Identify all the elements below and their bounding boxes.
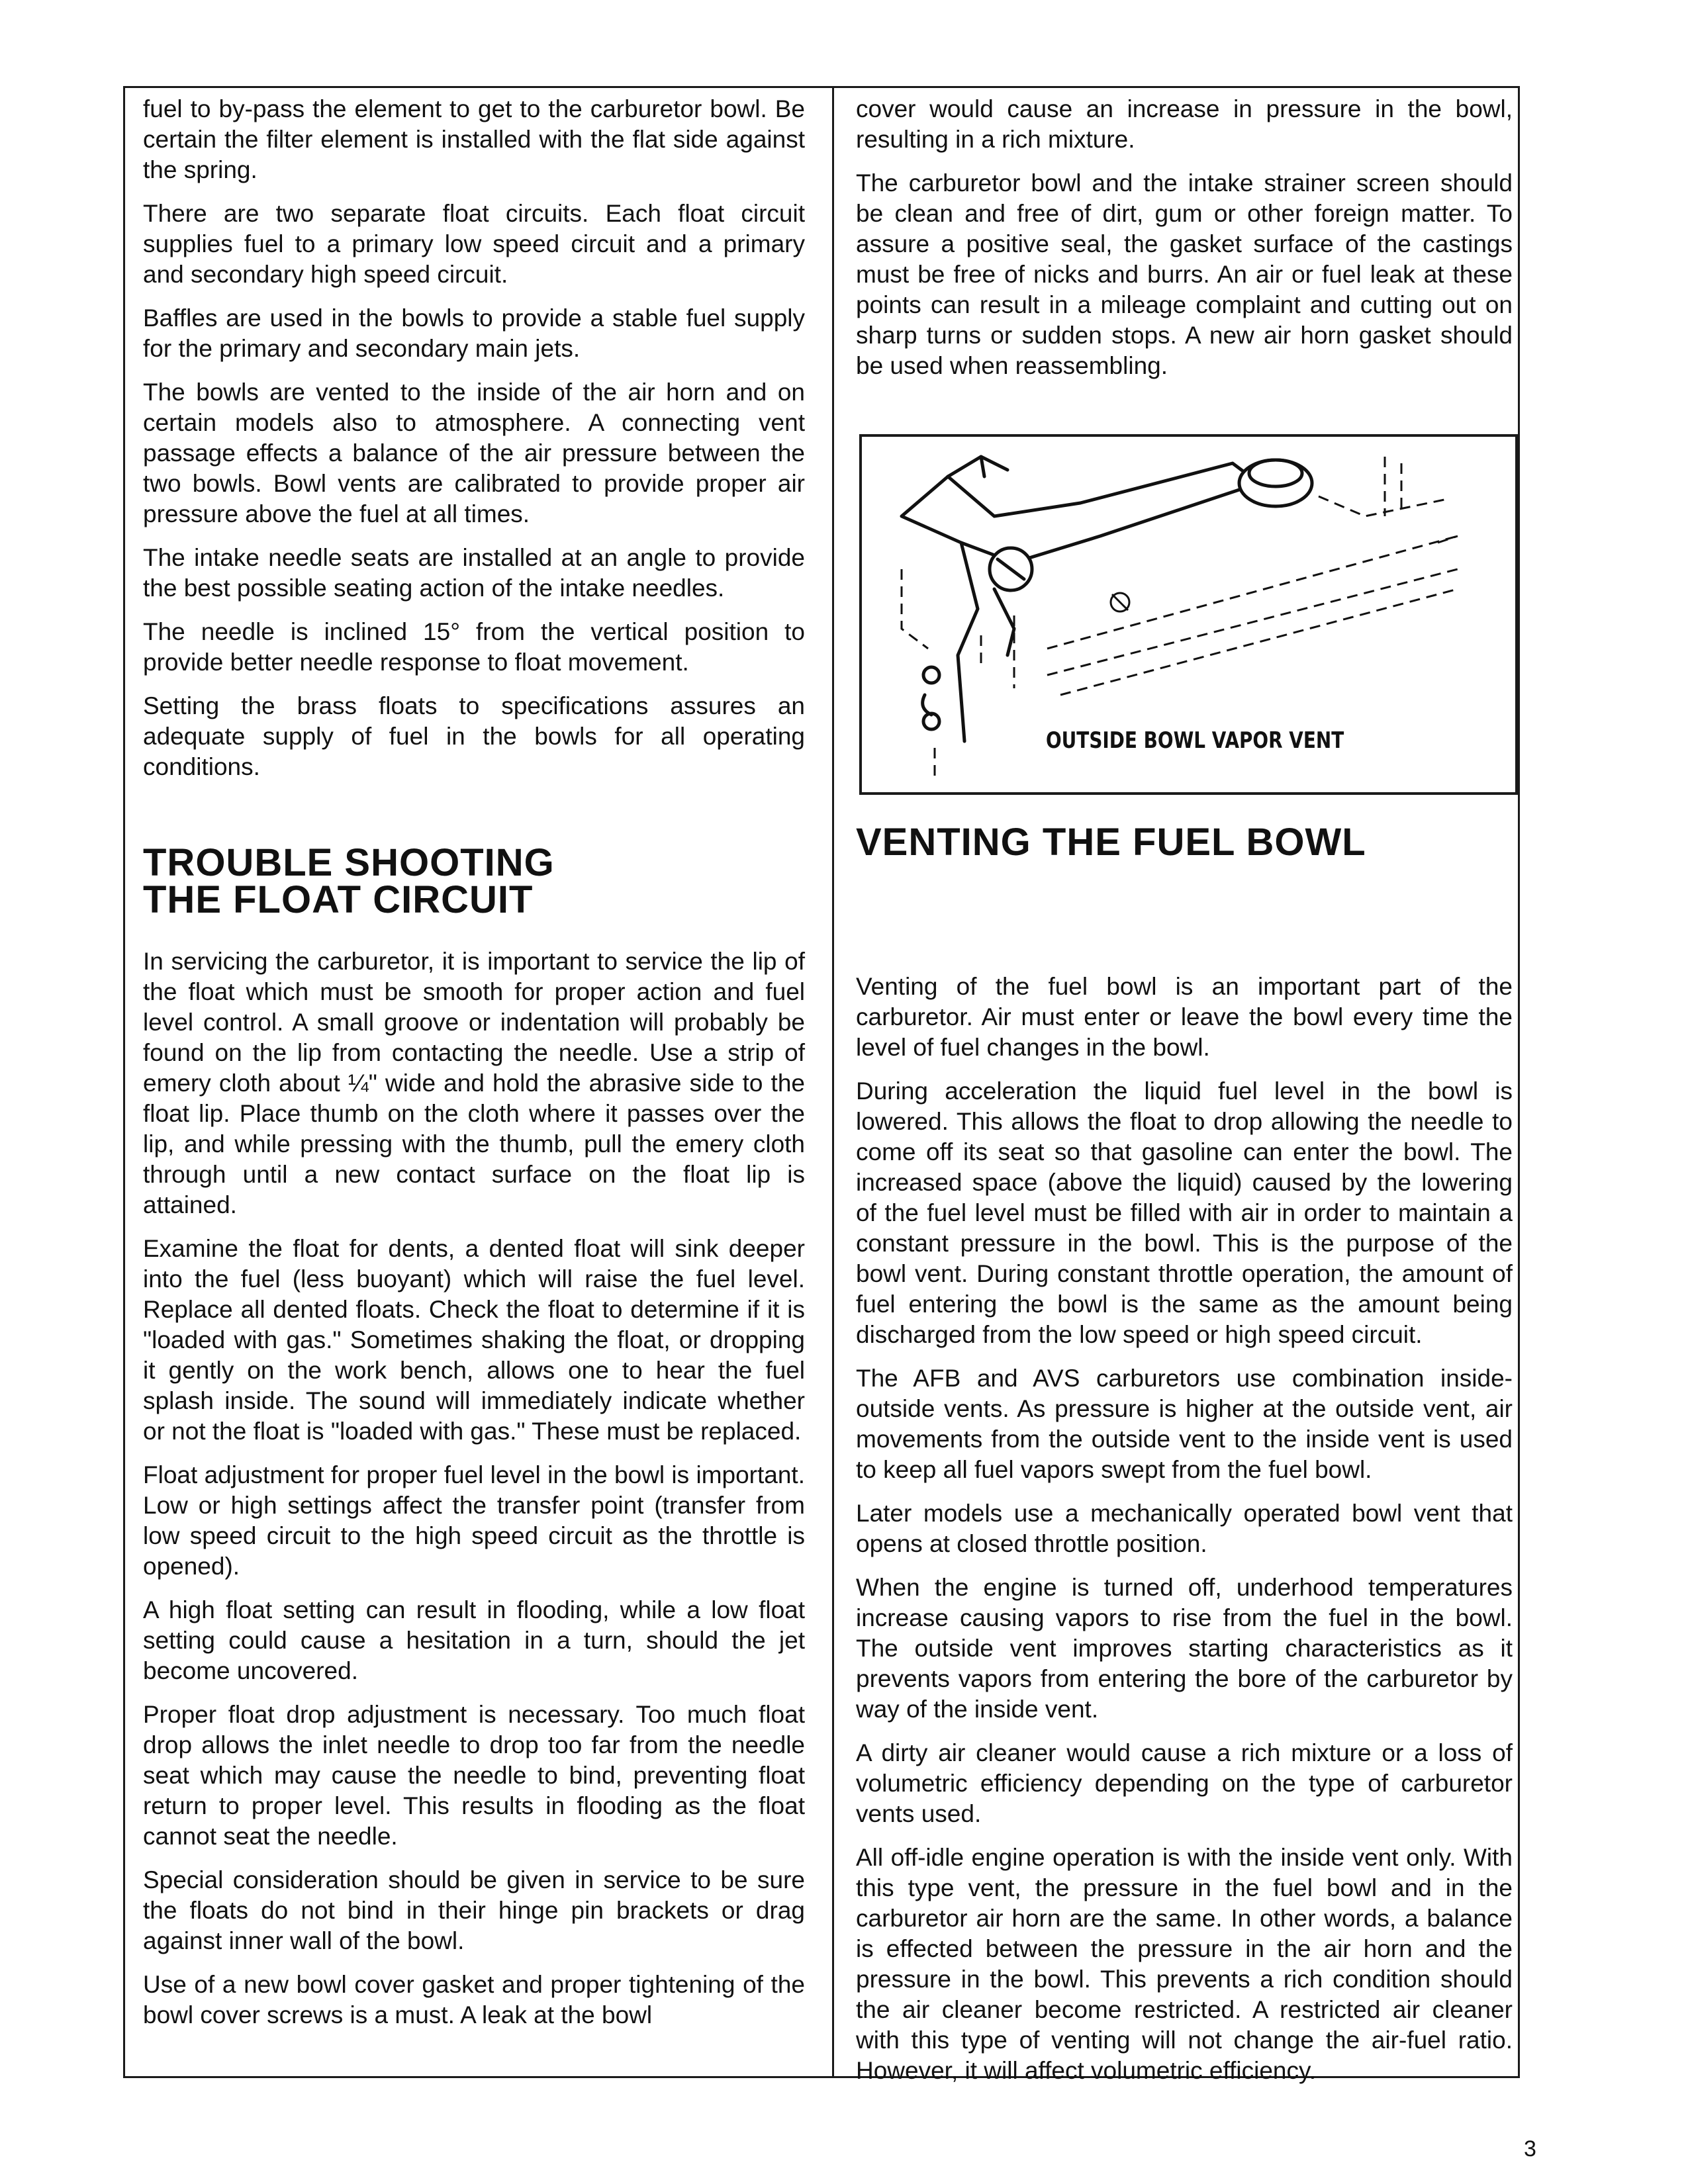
paragraph: The intake needle seats are installed at an angle to provide the best possible seating action of the intake needles. (143, 544, 805, 602)
section-heading-trouble-shooting (143, 841, 805, 921)
paragraph: Setting the brass floats to specifications assures an adequate supply of fuel in the bowls for all operating conditions. (143, 692, 805, 780)
paragraph: Examine the float for dents, a dented float will sink deeper into the fuel (less buoyant) which will raise the fuel level. Replace all dented floats. Check the float to determine if it is "loaded with gas." Sometimes shaking the float, or dropping it gently on the work bench, allows one to hear the fuel splash inside. The sound will immediately indicate whether or not the float is "loaded with gas." These must be replaced. (143, 1235, 805, 1445)
right-top-text (856, 94, 1513, 381)
paragraph: During acceleration the liquid fuel level in the bowl is lowered. This allows the float to drop allowing the needle to come off its seat so that gasoline can enter the bowl. The increased space (above the liquid) caused by the lowering of the fuel level must be filled with air in order to maintain a constant pressure in the bowl. This is the purpose of the bowl vent. During constant throttle operation, the amount of fuel entering the bowl is the same as the amount being discharged from the low speed or high speed circuit. (856, 1077, 1513, 1348)
bowl-vent-figure (859, 434, 1518, 795)
paragraph: Float adjustment for proper fuel level in the bowl is important. Low or high settings affect the transfer point (transfer from low speed circuit to the high speed circuit as the throttle is opened). (143, 1461, 805, 1580)
paragraph: Proper float drop adjustment is necessary. Too much float drop allows the inlet needle to drop too far from the needle seat which may cause the needle to bind, preventing float return to proper level. This results in flooding as the float cannot seat the needle. (143, 1701, 805, 1850)
paragraph: Use of a new bowl cover gasket and proper tightening of the bowl cover screws is a must. A leak at the bowl (143, 1971, 805, 2028)
paragraph: When the engine is turned off, underhood temperatures increase causing vapors to rise from the fuel in the bowl. The outside vent improves starting characteristics as it prevents vapors from entering the bore of the carburetor by way of the inside vent. (856, 1574, 1513, 1723)
paragraph: Special consideration should be given in service to be sure the floats do not bind in their hinge pin brackets or drag against inner wall of the bowl. (143, 1866, 805, 1954)
paragraph: Venting of the fuel bowl is an important part of the carburetor. Air must enter or leave the bowl every time the level of fuel changes in the bowl. (856, 973, 1513, 1061)
left-top-text (143, 94, 805, 782)
paragraph: In servicing the carburetor, it is important to service the lip of the float which must be smooth for proper action and fuel level control. A small groove or indentation will probably be found on the lip from contacting the needle. Use a strip of emery cloth about ¼" wide and hold the abrasive side to the float lip. Place thumb on the cloth where it passes over the lip, and while pressing with the thumb, pull the emery cloth through until a new contact surface on the float lip is attained. (143, 948, 805, 1218)
paragraph: The carburetor bowl and the intake strainer screen should be clean and free of dirt, gum or other foreign matter. To assure a positive seal, the gasket surface of the castings must be free of nicks and burrs. An air or fuel leak at these points can result in a mileage complaint and cutting out on sharp turns or sudden stops. A new air horn gasket should be used when reassembling. (856, 169, 1513, 379)
figure-caption: OUTSIDE BOWL VAPOR VENT (1046, 727, 1344, 754)
page-number: 3 (1524, 2136, 1536, 2161)
left-column (143, 94, 805, 2028)
paragraph: Baffles are used in the bowls to provide a stable fuel supply for the primary and secondary main jets. (143, 304, 805, 362)
left-lower-text (143, 946, 805, 2044)
paragraph: The AFB and AVS carburetors use combination inside-outside vents. As pressure is higher at the outside vent, air movements from the outside vent to the inside vent is used to keep all fuel vapors swept from the fuel bowl. (856, 1365, 1513, 1483)
right-lower-text (856, 972, 1513, 2099)
paragraph: Later models use a mechanically operated bowl vent that opens at closed throttle position. (856, 1500, 1513, 1557)
paragraph: A high float setting can result in flooding, while a low float setting could cause a hesitation in a turn, should the jet become uncovered. (143, 1596, 805, 1684)
paragraph: fuel to by-pass the element to get to the carburetor bowl. Be certain the filter element is installed with the flat side against the spring. (143, 95, 805, 183)
heading-line: THE FLOAT CIRCUIT (143, 878, 534, 921)
paragraph: The bowls are vented to the inside of the air horn and on certain models also to atmosphere. A connecting vent passage effects a balance of the air pressure between the two bowls. Bowl vents are calibrated to provide proper air pressure above the fuel at all times. (143, 379, 805, 527)
section-heading-venting: VENTING THE FUEL BOWL (856, 821, 1366, 864)
carburetor-vent-illustration (862, 437, 1515, 792)
paragraph: All off-idle engine operation is with the inside vent only. With this type vent, the pressure in the fuel bowl and in the carburetor air horn are the same. In other words, a balance is effected between the pressure in the air horn and the pressure in the bowl. This prevents a rich condition should the air cleaner become restricted. A restricted air cleaner with this type of venting will not change the air-fuel ratio. However, it will affect volumetric efficiency. (856, 1844, 1513, 2084)
paragraph: A dirty air cleaner would cause a rich mixture or a loss of volumetric efficiency depending on the type of carburetor vents used. (856, 1739, 1513, 1827)
paragraph: The needle is inclined 15° from the vertical position to provide better needle response to float movement. (143, 618, 805, 676)
paragraph: There are two separate float circuits. Each float circuit supplies fuel to a primary low speed circuit and a primary and secondary high speed circuit. (143, 200, 805, 288)
heading-line: TROUBLE SHOOTING (143, 841, 555, 884)
paragraph: cover would cause an increase in pressure in the bowl, resulting in a rich mixture. (856, 95, 1513, 153)
